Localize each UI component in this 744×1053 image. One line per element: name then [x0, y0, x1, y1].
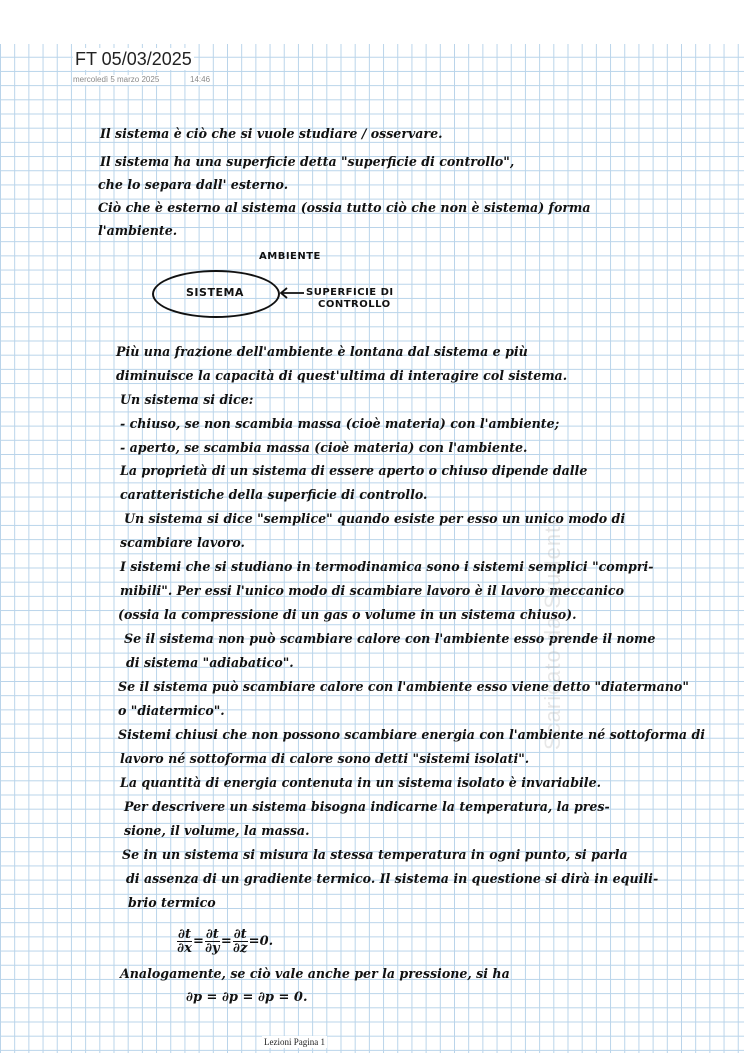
handwritten-line: Se in un sistema si misura la stessa temperatura in ogni punto, si parla: [122, 847, 628, 862]
handwritten-line: brio termico: [128, 895, 216, 910]
fraction: $\frac{\partial t}{\partial z}$: [233, 927, 248, 956]
handwritten-line: che lo separa dall' esterno.: [98, 177, 289, 192]
pressure-equation: ∂p = ∂p = ∂p = 0.: [186, 990, 308, 1005]
handwritten-line: Se il sistema non può scambiare calore con l'ambiente esso prende il nome: [124, 631, 656, 646]
handwritten-line: o "diatermico".: [118, 703, 225, 718]
note-time: 14:46: [190, 75, 211, 84]
handwritten-line: Il sistema è ciò che si vuole studiare / osservare.: [100, 126, 443, 141]
handwritten-line: di sistema "adiabatico".: [126, 655, 294, 670]
superficie-label: SUPERFICIE DI: [306, 287, 394, 298]
handwritten-line: lavoro né sottoforma di calore sono detti "sistemi isolati".: [120, 751, 530, 766]
fraction: $\frac{\partial t}{\partial y}$: [205, 927, 220, 956]
page-title: FT 05/03/2025: [75, 49, 192, 69]
handwritten-line: La proprietà di un sistema di essere aperto o chiuso dipende dalle: [120, 463, 588, 478]
handwritten-line: - aperto, se scambia massa (cioè materia) con l'ambiente.: [120, 440, 528, 455]
page-top-margin: [0, 0, 744, 44]
handwritten-line: diminuisce la capacità di quest'ultima di interagire col sistema.: [116, 368, 568, 383]
handwritten-line: Per descrivere un sistema bisogna indicarne la temperatura, la pres-: [124, 799, 610, 814]
handwritten-line: La quantità di energia contenuta in un sistema isolato è invariabile.: [120, 775, 601, 790]
handwritten-line: sione, il volume, la massa.: [124, 823, 310, 838]
handwritten-line: caratteristiche della superficie di controllo.: [120, 487, 428, 502]
handwritten-line: Un sistema si dice:: [120, 392, 254, 407]
arrow-left-icon: [279, 287, 305, 299]
handwritten-line: Sistemi chiusi che non possono scambiare energia con l'ambiente né sottoforma di: [118, 727, 706, 742]
controllo-label: CONTROLLO: [318, 299, 391, 310]
handwritten-line: Se il sistema può scambiare calore con l'ambiente esso viene detto "diatermano": [118, 679, 689, 694]
handwritten-line: - chiuso, se non scambia massa (cioè materia) con l'ambiente;: [120, 416, 560, 431]
page-footer: Lezioni Pagina 1: [264, 1037, 325, 1047]
handwritten-line: I sistemi che si studiano in termodinamica sono i sistemi semplici "compri-: [120, 559, 654, 574]
handwritten-line: l'ambiente.: [98, 223, 178, 238]
fraction: $\frac{\partial t}{\partial x}$: [177, 927, 192, 956]
handwritten-line: Più una frazione dell'ambiente è lontana dal sistema e più: [116, 344, 528, 359]
handwritten-line: scambiare lavoro.: [120, 535, 245, 550]
handwritten-line: mibili". Per essi l'unico modo di scambiare lavoro è il lavoro meccanico: [120, 583, 624, 598]
handwritten-line: Il sistema ha una superficie detta "superficie di controllo",: [100, 154, 515, 169]
handwritten-line: Analogamente, se ciò vale anche per la pressione, si ha: [120, 966, 510, 981]
note-date: mercoledì 5 marzo 2025: [73, 75, 160, 84]
partial-derivative-equation: $\frac{\partial t}{\partial x}$ = $\frac{\partial t}{\partial y}$ = $\frac{\partial t}{\partial z}$ =0.: [177, 927, 274, 956]
handwritten-line: (ossia la compressione di un gas o volume in un sistema chiuso).: [118, 607, 577, 622]
handwritten-line: di assenza di un gradiente termico. Il sistema in questione si dirà in equili-: [126, 871, 659, 886]
ambiente-label: AMBIENTE: [259, 251, 321, 262]
watermark: Scaricato da Studenti: [540, 519, 565, 750]
sistema-label: SISTEMA: [186, 286, 244, 299]
handwritten-line: Ciò che è esterno al sistema (ossia tutto ciò che non è sistema) forma: [98, 200, 591, 215]
handwritten-line: Un sistema si dice "semplice" quando esiste per esso un unico modo di: [124, 511, 626, 526]
